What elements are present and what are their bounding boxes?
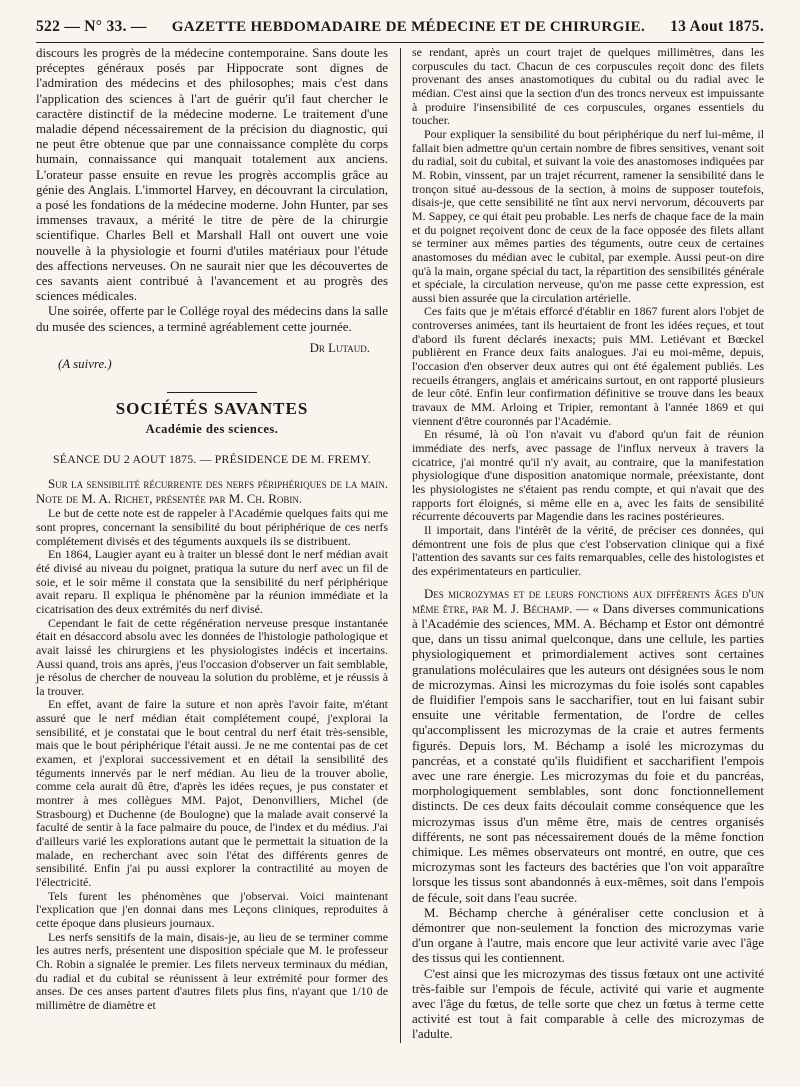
author-signature: Dr Lutaud. xyxy=(309,340,370,355)
journal-title: GAZETTE HEBDOMADAIRE DE MÉDECINE ET DE CHIRURGIE. xyxy=(171,19,646,35)
issue-date: 13 Aout 1875. xyxy=(670,18,764,35)
article-paragraph: Ces faits que je m'étais efforcé d'établir en 1867 furent alors l'objet de controverses animées, tant ils heurtaient de front les idées reçues, et tout d'abord ils furent déclarés inexacts; puis MM. Letiévant et Bœckel publièrent en France deux faits analogues. J'ai eu moi-même, depuis, l'occasion d'en observer deux autres qui ont été également publiés. Les recueils étrangers, anglais et américains surtout, en ont rapporté plusieurs de leur côté. Enfin leur confirmation définitive se trouve dans les beaux travaux de MM. Arloing et Tripier, remontant à l'année 1869 et qui viennent d'être couronnés par l'Académie. xyxy=(412,304,764,428)
article-paragraph: Pour expliquer la sensibilité du bout périphérique du nerf lui-même, il fallait bien admettre qu'un certain nombre de fibres sensitives, venant soit du radial, soit du cubital, et suivant la voie des anastomoses indiquées par M. Robin, vinssent, par un trajet récurrent, ramener la sensibilité dans le tronçon situé au-dessous de la section, à moins de supposer toutefois, disais-je, que cette sensibilité ne tînt aux nervi nervorum, découverts par M. Sappey, ce qui était peu probable. Les nerfs de chaque face de la main et du poignet reçoivent donc de ceux de la face opposée des filets allant se terminer aux mêmes parties des téguments, outre ceux de certaines anastomoses du médian avec le cubital, par exemple. Aussi peut-on dire qu'à la main, organe spécial du tact, la répartition des sensibilités générale et spéciale, la circulation nerveuse, qu'on me passe cette expression, est aussi bien assurée que la circulation artérielle. xyxy=(412,126,764,305)
article-title: Des microzymas et de leurs fonctions aux différents âges d'un même être, par M. J. Béchamp. — xyxy=(412,586,764,616)
to-be-continued: (A suivre.) xyxy=(58,357,112,372)
article-paragraph: « Dans diverses communications à l'Académie des sciences, MM. A. Béchamp et Estor ont démontré que, dans un tissu animal quelconque, dans une cellule, les parties physiologiquement et primordialement actives sont certaines granulations moléculaires que les auteurs ont désignées sous le nom de microzymas. Ainsi les microzymas du foie isolés sont capables de fluidifier l'empois sans le saccharifier, tout en lui faisant subir ensuite une véritable fermentation, de l'ordre de celles qu'accomplissent les microzymas de la craie et autres ferments figurés. Depuis lors, M. Béchamp a isolé les microzymas du pancréas, et a constaté qu'ils fluidifient et saccharifient l'empois avec une rare énergie. Les microzymas du foie et du pancréas, morphologiquement semblables, sont donc fonctionnellement distincts. De ces deux faits découlait comme conséquence que les microzymas issus d'un même être, mais de centres organisés différents, ne sont pas nécessairement doués de la même fonction chimique. Les mêmes observateurs ont montré, en outre, que ces microzymas sont les facteurs des bactéries que l'on voit apparaître lorsque les tissus sont abandonnés à eux-mêmes, soit dans l'empois de fécule, soit dans l'eau sucrée. xyxy=(412,601,764,905)
article-title: Sur la sensibilité récurrente des nerfs périphériques de la main. Note de M. A. Richet, présentée par M. Ch. Robin. xyxy=(36,476,388,507)
article-paragraph: Le but de cette note est de rappeler à l'Académie quelques faits qui me sont propres, concernant la sensibilité du bout périphérique de ces nerfs complétement divisés et des téguments auxquels ils se distribuent. xyxy=(36,506,388,548)
session-heading: SÉANCE DU 2 AOUT 1875. — PRÉSIDENCE DE M. FREMY. xyxy=(53,451,371,466)
article-paragraph: M. Béchamp cherche à généraliser cette conclusion et à démontrer que non-seulement la fonction des microzymas varie d'un organe à l'autre, mais encore que leur activité varie avec l'âge des tissus qui les contiennent. xyxy=(412,905,764,966)
column-rule xyxy=(400,48,401,1043)
left-column xyxy=(36,46,388,1043)
article-paragraph: C'est ainsi que les microzymas des tissus fœtaux ont une activité très-faible sur l'empois de fécule, activité qui varie et augmente avec l'âge du fœtus, de telle sorte que chez un fœtus à terme cette activité est tout à fait comparable à celle des microzymas de l'adulte. xyxy=(412,966,764,1042)
page-number-issue: 522 — N° 33. — xyxy=(36,18,147,35)
article-paragraph: En effet, avant de faire la suture et non après l'avoir faite, m'étant assuré que le nerf médian était complétement coupé, j'explorai la sensibilité, et je constatai que le bout central du nerf était très-sensible, mais que le bout périphérique l'était aussi. Je ne me contentai pas de cet examen, et j'explorai successivement et en détail la sensibilité des téguments innervés par le nerf médian. Au lieu de la trouver abolie, comme cela aurait dû être, d'après les idées reçues, je pus constater et montrer à mes collègues MM. Pajot, Denonvilliers, Michel (de Strasbourg) et Duchenne (de Boulogne) que la malade avait conservé la faculté de sentir à la face palmaire du pouce, de l'index et du médius. J'ai d'ailleurs varié les explorations autant que le permettait la situation de la malade, en recherchant avec soin l'état des différents genres de sensibilité. Enfin j'ai pu aussi explorer la contractilité au moyen de l'électricité. xyxy=(36,697,388,889)
right-column xyxy=(412,46,764,1043)
article-paragraph: En 1864, Laugier ayant eu à traiter un blessé dont le nerf médian avait été divisé au niveau du poignet, pratiqua la suture du nerf avec un fil de soie, et le soir même il constata que la sensibilité du nerf périphérique avait reparu. Il expliqua le phénomène par la réunion immédiate et la cicatrisation des deux extrémités du nerf divisé. xyxy=(36,547,388,616)
article-paragraph: Il importait, dans l'intérêt de la vérité, de préciser ces données, qui démontrent une fois de plus que c'est l'observation clinique qui a fixé l'attention des savants sur ces faits remarquables, celle des histologistes et des expérimentateurs en particulier. xyxy=(412,522,764,578)
article-paragraph: En résumé, là où l'on n'avait vu d'abord qu'un fait de réunion immédiate des nerfs, avec passage de l'influx nerveux à travers la cicatrice, j'ai montré qu'il n'y avait, au contraire, que la manifestation physiologique d'une disposition anatomique normale, préexistante, dont les physiologistes ne s'étaient pas rendu compte, et qui n'avait que des rapports fort éloignés, si même elle en a, avec les faits de sensibilité récurrente découverts par Magendie dans les racines postérieures. xyxy=(412,427,764,524)
section-divider xyxy=(167,392,257,393)
article-paragraph: Les nerfs sensitifs de la main, disais-je, au lieu de se terminer comme les autres nerfs, présentent une disposition spéciale que M. le professeur Ch. Robin a signalée le premier. Les filets nerveux terminaux du médian, du radial et du cubital se réunissent à leur extrémité pour former des anses. De ces anses partent d'autres filets plus fins, n'ayant que 1/10 de millimètre de diamètre et xyxy=(36,929,388,1012)
academy-heading: Académie des sciences. xyxy=(145,422,279,437)
article-paragraph: Cependant le fait de cette régénération nerveuse presque instantanée était en désaccord absolu avec les données de l'histologie pathologique et avait laissé les chirurgiens et les physiologistes indécis et incertains. Aussi quand, trois ans après, j'eus l'occasion d'observer un fait semblable, je résolus de chercher de nouveau la solution du problème, et je réussis à la trouver. xyxy=(36,615,388,698)
section-title: SOCIÉTÉS SAVANTES xyxy=(115,399,309,419)
page-header xyxy=(36,18,764,43)
article-paragraph: Tels furent les phénomènes que j'observai. Voici maintenant l'explication que j'en donnai dans mes Leçons cliniques, reproduites à cette époque dans plusieurs journaux. xyxy=(36,888,388,930)
intro-paragraph: discours les progrès de la médecine contemporaine. Sans doute les préceptes généraux posés par Hippocrate sont dignes de l'admiration des médecins et des philosophes; mais c'est dans l'application des sciences à l'art de guérir qu'il faut chercher le caractère distinctif de la médecine moderne. Le traitement d'une maladie dépend nécessairement de la précision du diagnostic, qui ne peut être obtenue que par une connaissance complète du corps humain, connaissance qui manquait totalement aux anciens. L'orateur passe ensuite en revue les progrès accomplis grâce au génie des Anglais. L'immortel Harvey, en découvrant la circulation, a posé les fondations de la médecine moderne. John Hunter, par ses immenses travaux, a mérité le titre de père de la chirurgie scientifique. Charles Bell et Marshall Hall ont ouvert une voie nouvelle à la physiologie et fourni d'utiles matériaux pour l'étude des affections nerveuses. On ne saurait nier que les découvertes de ces savants aient contribué à l'avancement et au progrès des sciences médicales. xyxy=(36,46,388,304)
article-paragraph: se rendant, après un court trajet de quelques millimètres, dans les corpuscules du tact. Chacun de ces corpuscules reçoit donc des filets provenant des anses anastomotiques du cubital ou du radial avec le médian. C'est ainsi que la section d'un des troncs nerveux est impuissante à produire l'insensibilité de ces corpuscules, organes essentiels du toucher. xyxy=(412,45,764,128)
soiree-paragraph: Une soirée, offerte par le Collége royal des médecins dans la salle du musée des sciences, a terminé agréablement cette journée. xyxy=(36,304,388,334)
two-column-body xyxy=(36,46,764,1043)
